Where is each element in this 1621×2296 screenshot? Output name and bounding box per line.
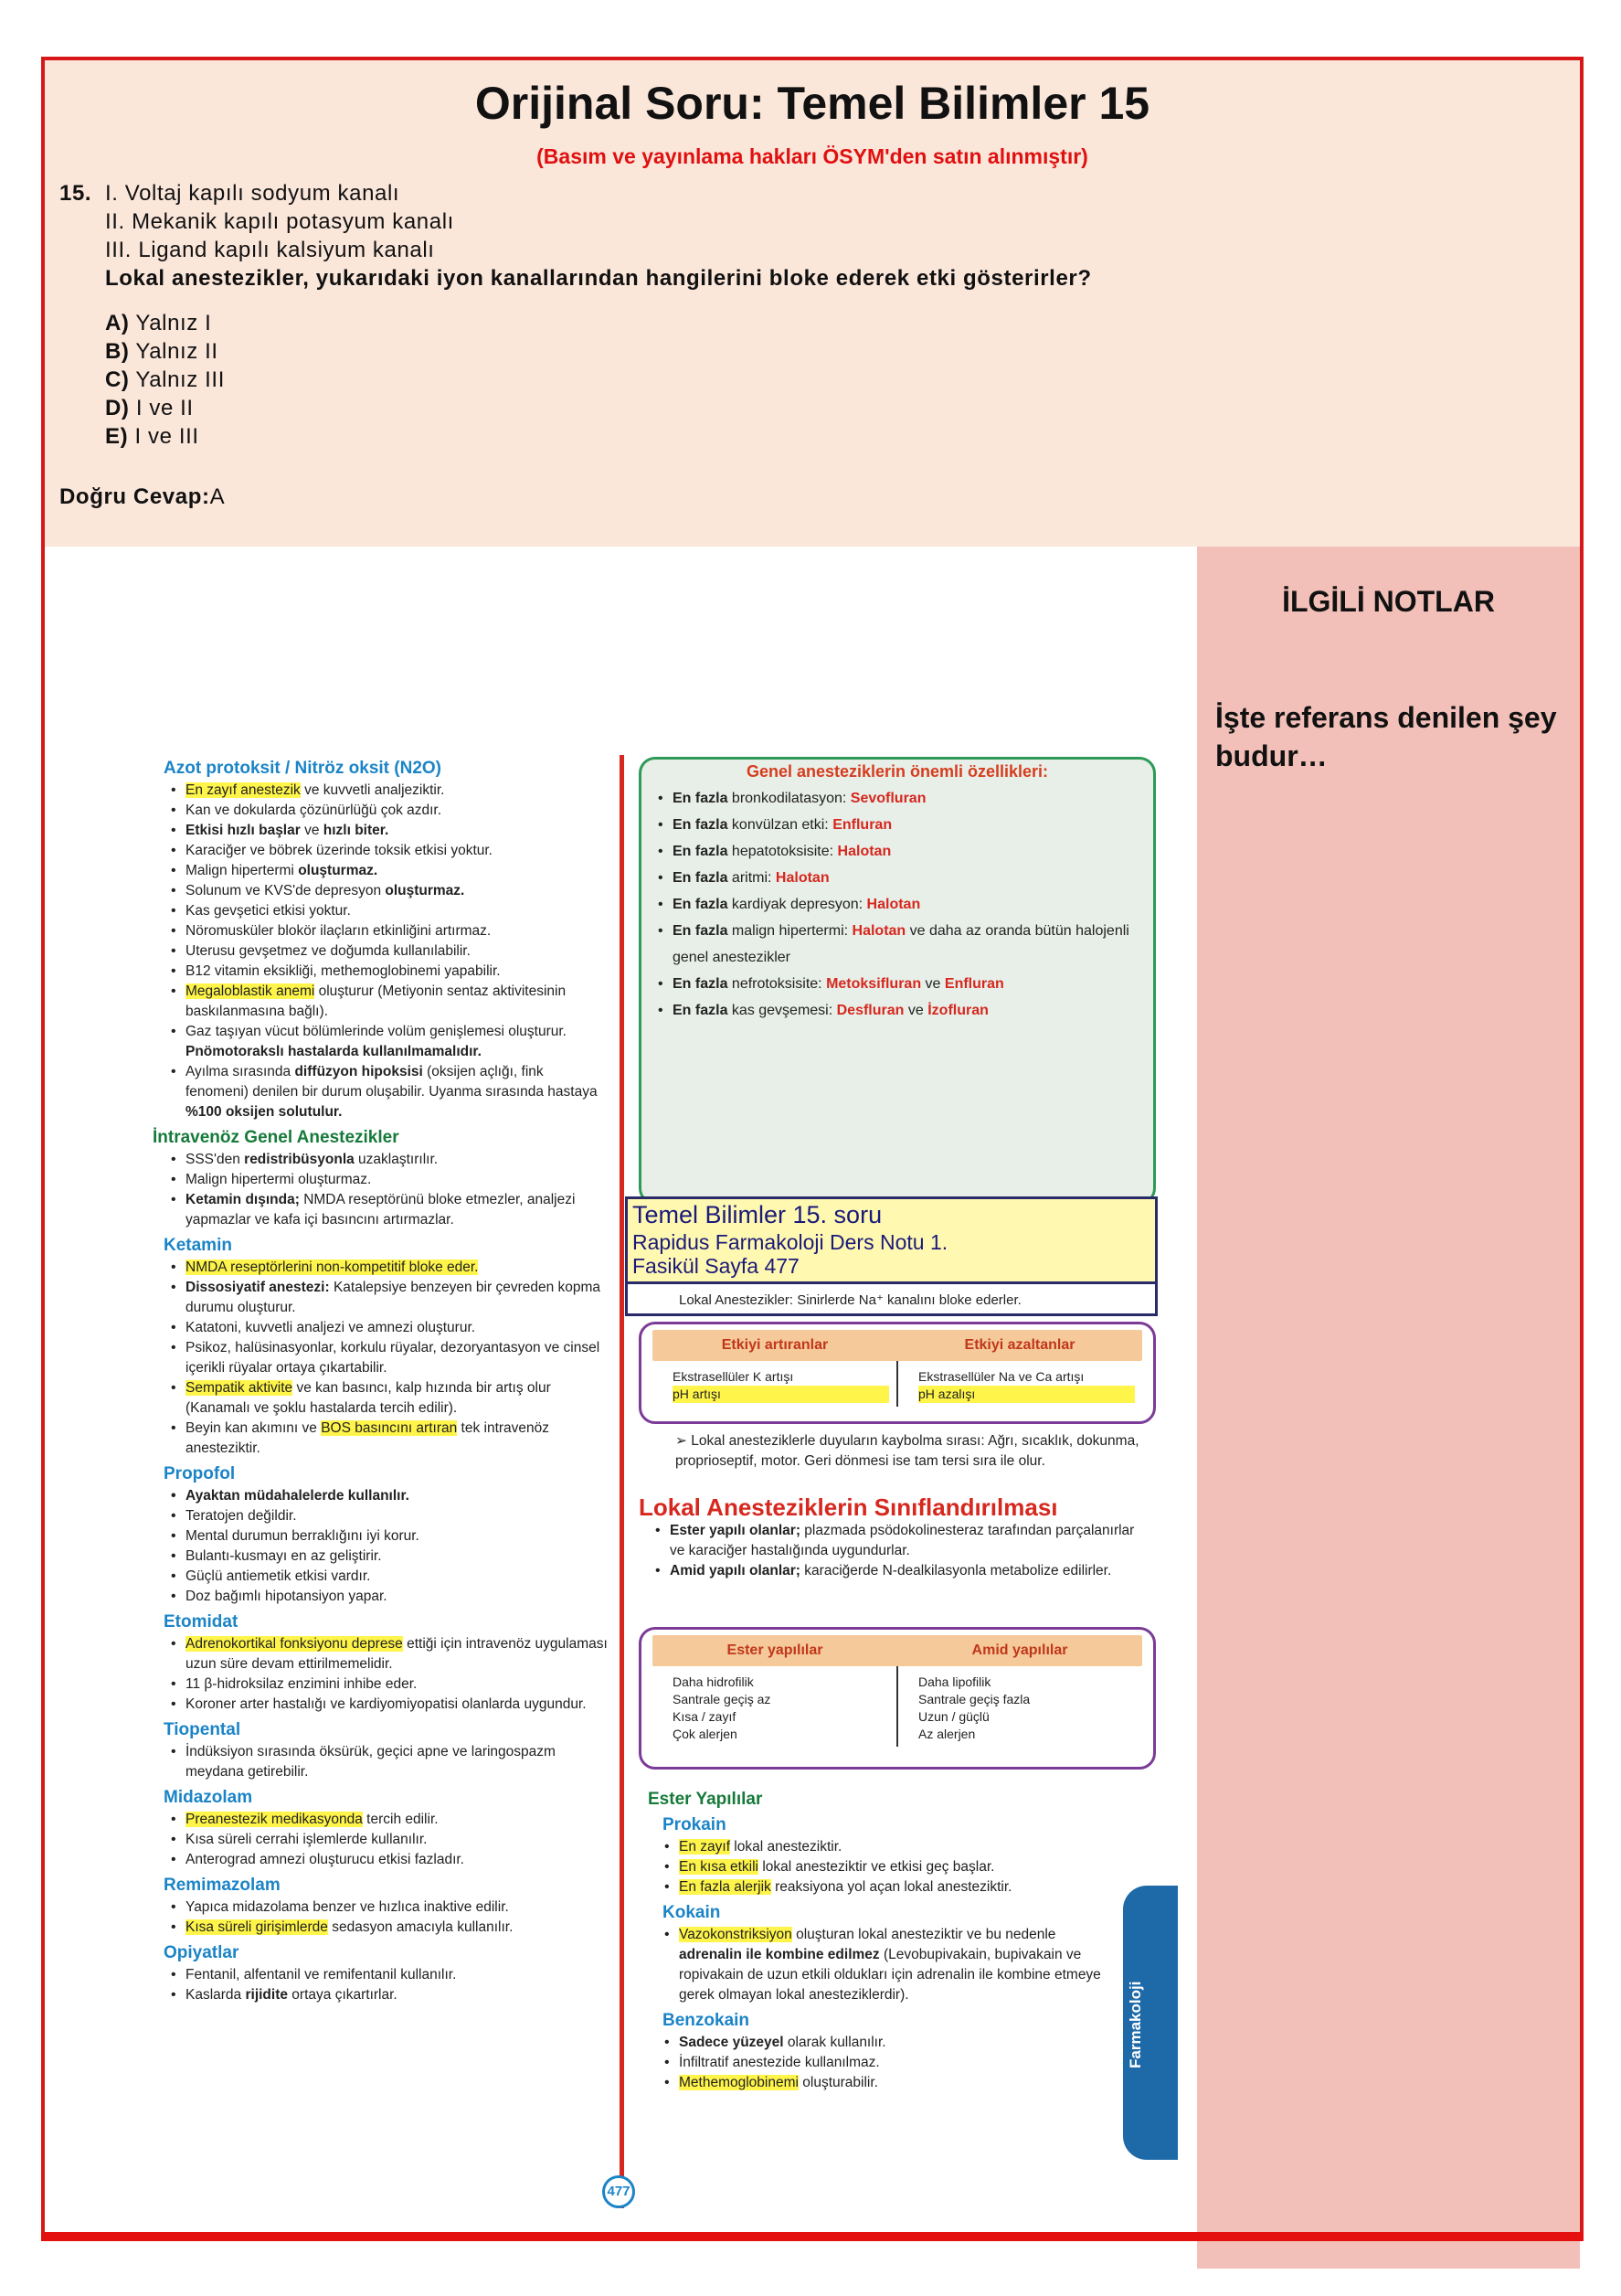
list-item: • Dissosiyatif anestezi: Katalepsiye benzeyen bir çevreden kopma durumu oluşturur. [154, 1278, 608, 1318]
list-item: • En fazla nefrotoksisite: Metoksifluran ve Enfluran [641, 971, 1150, 997]
ester-section [648, 1784, 1160, 2093]
list-item: • En fazla hepatotoksisite: Halotan [641, 838, 1150, 865]
list-item: • En fazla bronkodilatasyon: Sevofluran [641, 785, 1150, 812]
propofol-list [154, 1486, 611, 1607]
column-header: Etkiyi azaltanlar [964, 1337, 1075, 1353]
box-title: Genel anesteziklerin önemli özellikleri: [746, 762, 1049, 781]
list-item: • Karaciğer ve böbrek üzerinde toksik etkisi yoktur. [154, 841, 608, 861]
midazolam-list [154, 1810, 611, 1870]
list-item: • Ester yapılı olanlar; plazmada psödokolinesteraz tarafından parçalanırlar ve karaciğer hastalığında uygundurlar. [639, 1521, 1152, 1561]
question-box [45, 60, 1580, 547]
list-item: • Methemoglobinemi oluşturabilir. [648, 2073, 1156, 2093]
list-item: • Sempatik aktivite ve kan basıncı, kalp hızında bir artış olur (Kanamalı ve şoklu hastalarda tercih edilir). [154, 1378, 608, 1419]
list-item: • Güçlü antiemetik etkisi vardır. [154, 1567, 608, 1587]
classification-section [639, 1493, 1156, 1581]
opiyatlar-list [154, 1965, 611, 2005]
question-item: II. Mekanik kapılı potasyum kanalı [105, 209, 454, 234]
option-b: B) Yalnız II [105, 339, 218, 364]
list-item: • Beyin kan akımını ve BOS basıncını artıran tek intravenöz anesteziktir. [154, 1419, 608, 1459]
reference-source: Rapidus Farmakoloji Ders Notu 1. [632, 1230, 948, 1254]
option-e: E) I ve III [105, 424, 199, 449]
list-item: • Kan ve dokularda çözünürlüğü çok azdır. [154, 801, 608, 821]
column-header: Etkiyi artıranlar [721, 1337, 829, 1353]
list-item: • En fazla konvülzan etki: Enfluran [641, 812, 1150, 838]
list-item: • Fentanil, alfentanil ve remifentanil kullanılır. [154, 1965, 608, 1985]
list-item: • Amid yapılı olanlar; karaciğerde N-dealkilasyonla metabolize edilirler. [639, 1561, 1152, 1581]
list-item: • Ayılma sırasında diffüzyon hipoksisi (oksijen açlığı, fink fenomeni) denilen bir durum oluşabilir. Uyanma sırasında hastaya %100 oksijen solutulur. [154, 1062, 608, 1122]
list-item: • En fazla aritmi: Halotan [641, 865, 1150, 891]
list-item: • Adrenokortikal fonksiyonu deprese ettiği için intravenöz uygulaması uzun süre devam ettirilmemelidir. [154, 1634, 608, 1674]
list-item: • Ketamin dışında; NMDA reseptörünü bloke etmezler, analjezi yapmazlar ve kafa içi basıncını artırmazlar. [154, 1190, 608, 1230]
question-number: 15. [59, 181, 92, 206]
notes-title: İLGİLİ NOTLAR [1282, 585, 1495, 618]
notes-body: İşte referans denilen şey budur… [1215, 701, 1557, 772]
section-heading: Propofol [164, 1464, 236, 1483]
reference-page: Fasikül Sayfa 477 [632, 1254, 800, 1278]
question-title: Orijinal Soru: Temel Bilimler 15 [474, 78, 1150, 129]
question-item: I. Voltaj kapılı sodyum kanalı [105, 181, 400, 206]
list-item: • Uterusu gevşetmez ve doğumda kullanılabilir. [154, 941, 608, 962]
option-d: D) I ve II [105, 396, 194, 420]
section-heading: Ketamin [164, 1236, 232, 1255]
benzokain-list [648, 2033, 1160, 2093]
option-c: C) Yalnız III [105, 367, 225, 392]
table-cell: Ekstrasellüler Na ve Ca artışı pH azalışı [896, 1361, 1142, 1407]
left-column [154, 753, 611, 2005]
question-text [59, 179, 1092, 292]
list-item: • Megaloblastik anemi oluşturur (Metiyonin sentaz aktivitesinin baskılanmasına bağlı). [154, 982, 608, 1022]
reference-overlay [625, 1196, 1158, 1316]
list-item: • Bulantı-kusmayı en az geliştirir. [154, 1547, 608, 1567]
table-cell: Ekstrasellüler K artışı pH artışı [652, 1361, 896, 1407]
list-item: • En fazla kas gevşemesi: Desfluran ve İzofluran [641, 997, 1150, 1024]
effect-table [639, 1322, 1156, 1424]
section-heading: Remimazolam [164, 1876, 281, 1895]
section-heading: Ester Yapılılar [648, 1790, 763, 1809]
chapter-tab: Farmakoloji [1123, 1886, 1178, 2160]
table-header [652, 1330, 1142, 1361]
list-item: • Gaz taşıyan vücut bölümlerinde volüm genişlemesi oluşturur. Pnömotorakslı hastalarda kullanılmamalıdır. [154, 1022, 608, 1062]
list-item: • Kas gevşetici etkisi yoktur. [154, 901, 608, 921]
table-body [652, 1666, 1142, 1747]
bottom-border [41, 2232, 1584, 2241]
list-item: • SSS'den redistribüsyonla uzaklaştırılır. [154, 1150, 608, 1170]
list-item: • Vazokonstriksiyon oluşturan lokal anesteziktir ve bu nedenle adrenalin ile kombine edilmez (Levobupivakain, bupivakain ve ropivakain de uzun etkili oldukları için adrenalin ile kombine etmeye gerek olmayan lokal anesteziklerdir). [648, 1925, 1101, 2005]
list-item: • Doz bağımlı hipotansiyon yapar. [154, 1587, 608, 1607]
list-item: • Teratojen değildir. [154, 1506, 608, 1526]
section-heading: Benzokain [662, 2011, 750, 2030]
list-item: • 11 β-hidroksilaz enzimini inhibe eder. [154, 1674, 608, 1695]
notes-panel [1197, 547, 1580, 2269]
list-item: • Psikoz, halüsinasyonlar, korkulu rüyalar, dezoryantasyon ve cinsel içerikli rüyalar ortaya çıkartabilir. [154, 1338, 608, 1378]
list-item: • İnfiltratif anestezide kullanılmaz. [648, 2053, 1156, 2073]
question-stem: Lokal anestezikler, yukarıdaki iyon kanallarından hangilerini bloke ederek etki gösterirler? [105, 266, 1092, 291]
options-list [105, 309, 225, 451]
list-item: • Nöromusküler blokör ilaçların etkinliğini artırmaz. [154, 921, 608, 941]
section-heading: Lokal Anesteziklerin Sınıflandırılması [639, 1493, 1058, 1521]
reference-note [628, 1199, 1155, 1284]
kokain-list [648, 1925, 1105, 2005]
list-item: • Anterograd amnezi oluşturucu etkisi fazladır. [154, 1850, 608, 1870]
list-item: • Ayaktan müdahalelerde kullanılır. [154, 1486, 608, 1506]
list-item: • Malign hipertermi oluşturmaz. [154, 1170, 608, 1190]
list-item: • Preanestezik medikasyonda tercih edilir. [154, 1810, 608, 1830]
list-item: • İndüksiyon sırasında öksürük, geçici apne ve laringospazm meydana getirebilir. [154, 1742, 608, 1782]
list-item: • B12 vitamin eksikliği, methemoglobinemi yapabilir. [154, 962, 608, 982]
section-heading: Tiopental [164, 1720, 241, 1739]
local-anesthetic-definition: Lokal Anestezikler: Sinirlerde Na⁺ kanalını bloke ederler. [679, 1292, 1022, 1308]
column-divider [620, 755, 624, 2208]
question-item: III. Ligand kapılı kalsiyum kanalı [105, 238, 435, 262]
list-item: • Malign hipertermi oluşturmaz. [154, 861, 608, 881]
column-header: Ester yapılılar [726, 1642, 823, 1658]
table-header [652, 1635, 1142, 1666]
list-item: • Sadece yüzeyel olarak kullanılır. [648, 2033, 1156, 2053]
list-item: • Koroner arter hastalığı ve kardiyomiyopatisi olanlarda uygundur. [154, 1695, 608, 1715]
list-item: • Yapıca midazolama benzer ve hızlıca inaktive edilir. [154, 1897, 608, 1918]
list-item: • En kısa etkili lokal anesteziktir ve etkisi geç başlar. [648, 1857, 1156, 1877]
reference-title: Temel Bilimler 15. soru [632, 1201, 883, 1228]
prokain-list [648, 1837, 1160, 1897]
table-cell: Daha hidrofilik Santrale geçiş az Kısa / zayıf Çok alerjen [673, 1674, 771, 1741]
ketamin-list [154, 1258, 611, 1459]
list-item: • En fazla malign hipertermi: Halotan ve daha az oranda bütün halojenli genel anestezikler [641, 918, 1150, 971]
etomidat-list [154, 1634, 611, 1715]
general-properties-box [639, 757, 1156, 1205]
list-item: • En zayıf lokal anesteziktir. [648, 1837, 1156, 1857]
list-item: • NMDA reseptörlerini non-kompetitif bloke eder. [154, 1258, 608, 1278]
remimazolam-list [154, 1897, 611, 1938]
section-heading: Opiyatlar [164, 1943, 239, 1962]
page-number: 477 [602, 2175, 635, 2208]
option-a: A) Yalnız I [105, 311, 212, 335]
list-item: • Katatoni, kuvvetli analjezi ve amnezi oluşturur. [154, 1318, 608, 1338]
section-heading: Azot protoksit / Nitröz oksit (N2O) [164, 759, 441, 778]
correct-answer: Doğru Cevap:A [59, 484, 226, 509]
n2o-list [154, 781, 611, 1122]
list-item: • Kısa süreli cerrahi işlemlerde kullanılır. [154, 1830, 608, 1850]
tiopental-list [154, 1742, 611, 1782]
iv-list [154, 1150, 611, 1230]
section-heading: Midazolam [164, 1788, 253, 1807]
rights-notice: (Basım ve yayınlama hakları ÖSYM'den satın alınmıştır) [536, 144, 1088, 168]
section-heading: Prokain [662, 1815, 726, 1834]
section-heading: Kokain [662, 1903, 721, 1922]
table-cell: Daha lipofilik Santrale geçiş fazla Uzun / güçlü Az alerjen [896, 1666, 1142, 1747]
section-heading: Etomidat [164, 1612, 238, 1632]
list-item: • Mental durumun berraklığını iyi korur. [154, 1526, 608, 1547]
ester-amid-table [639, 1627, 1156, 1770]
classification-list [639, 1521, 1156, 1581]
list-item: • Solunum ve KVS'de depresyon oluşturmaz. [154, 881, 608, 901]
properties-list [641, 785, 1153, 1024]
table-body [652, 1361, 1142, 1407]
list-item: • Kısa süreli girişimlerde sedasyon amacıyla kullanılır. [154, 1918, 608, 1938]
textbook-page [45, 547, 1197, 2232]
list-item: • Etkisi hızlı başlar ve hızlı biter. [154, 821, 608, 841]
sensation-loss-order: ➢ Lokal anesteziklerle duyuların kaybolma sırası: Ağrı, sıcaklık, dokunma, proprioseptif, motor. Geri dönmesi ise tam tersi sıra ile olur. [675, 1433, 1139, 1469]
column-header: Amid yapılılar [971, 1642, 1068, 1658]
section-heading: İntravenöz Genel Anestezikler [153, 1128, 399, 1147]
list-item: • Kaslarda rijidite ortaya çıkartırlar. [154, 1985, 608, 2005]
list-item: • En fazla alerjik reaksiyona yol açan lokal anesteziktir. [648, 1877, 1156, 1897]
list-item: • En fazla kardiyak depresyon: Halotan [641, 891, 1150, 918]
list-item: • En zayıf anestezik ve kuvvetli analjeziktir. [154, 781, 608, 801]
